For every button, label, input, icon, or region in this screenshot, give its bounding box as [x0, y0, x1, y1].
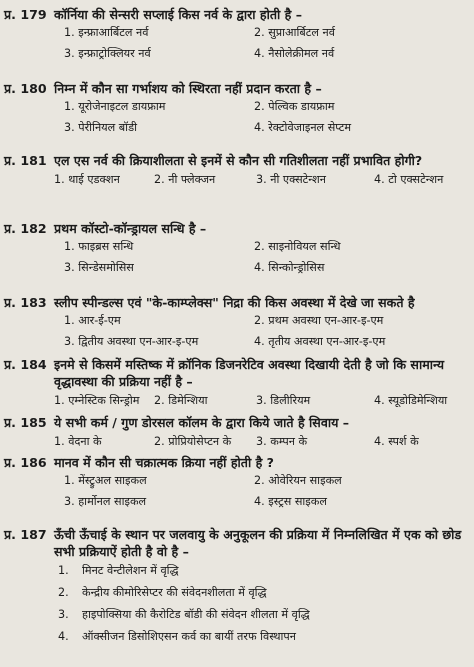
- question-text: ये सभी कर्म / गुण डोरसल कॉलम के द्वारा किये जाते है सिवाय –: [54, 415, 350, 430]
- option-1: 1. वेदना के: [54, 435, 102, 448]
- options: [4, 23, 468, 65]
- option-4: 4. नैसोलेक्रीमल नर्व: [254, 47, 335, 60]
- question-number: प्र. 181: [4, 153, 47, 168]
- option-4: 4. स्यूडोडिमेन्शिया: [374, 394, 448, 407]
- option-3: 3. पेरीनियल बॉडी: [64, 121, 137, 134]
- question-number: प्र. 187: [4, 527, 47, 542]
- option-number: 2.: [58, 586, 69, 599]
- option-text: मिनट वेन्टीलेशन में वृद्धि: [82, 564, 179, 577]
- question-text: स्लीप स्पीन्डल्स एवं "के-काम्प्लेक्स" निद्रा की किस अवस्था में देखे जा सकते है: [54, 295, 415, 310]
- question-number: प्र. 184: [4, 357, 47, 372]
- option-text: केन्द्रीय कीमोरिसेप्टर की संवेदनशीलता में वृद्धि: [82, 586, 267, 599]
- question-180: [4, 80, 468, 139]
- option-2: 2. पेल्विक डायफ्राम: [254, 100, 335, 113]
- option-2: 2. ओवेरियन साइकल: [254, 474, 342, 487]
- option-4: 4. रेक्टोवेजाइनल सेप्टम: [254, 121, 352, 134]
- option-1: [58, 560, 468, 582]
- question-number: प्र. 185: [4, 415, 47, 430]
- option-2: 2. सुप्राआर्बिटल नर्व: [254, 26, 335, 39]
- option-3: 3. सिन्डेसमोसिस: [64, 261, 134, 274]
- option-2: [58, 582, 468, 604]
- question-text: एल एस नर्व की क्रियाशीलता से इनमें से कौन सी गतिशीलता नहीं प्रभावित होगी?: [54, 153, 423, 168]
- question-number: प्र. 179: [4, 7, 47, 22]
- option-1: 1. यूरोजेनाइटल डायफ्राम: [64, 100, 166, 113]
- option-1: 1. इन्फ्राआर्बिटल नर्व: [64, 26, 149, 39]
- options: [58, 560, 468, 648]
- option-3: 3. नी एक्सटेन्शन: [256, 173, 326, 186]
- options: [4, 169, 468, 191]
- option-number: 1.: [58, 564, 69, 577]
- question-text: इनमे से किसमें मस्तिष्क में क्रॉनिक डिजनरेटिव अवस्था दिखायी देती है जो कि सामान्य वृद्धावस्था की प्रक्रिया नहीं है –: [54, 357, 445, 389]
- question-185: [4, 414, 468, 453]
- option-2: 2. प्रथम अवस्था एन-आर-इ-एम: [254, 314, 384, 327]
- option-text: ऑक्सीजन डिसोशिएसन कर्व का बायीं तरफ विस्थापन: [82, 630, 296, 643]
- option-3: 3. हार्मोनल साइकल: [64, 495, 147, 508]
- option-3: 3. द्वितीय अवस्था एन-आर-इ-एम: [64, 335, 199, 348]
- options: [4, 431, 468, 453]
- options: [4, 237, 468, 279]
- question-number: प्र. 180: [4, 81, 47, 96]
- question-182: [4, 220, 468, 279]
- question-text: ऊँची ऊँचाई के स्थान पर जलवायु के अनुकूलन की प्रक्रिया में निम्नलिखित में एक को छोड सभी प्रक्रियाऐं होती है वो है –: [54, 527, 462, 559]
- options: [4, 390, 468, 412]
- option-1: 1. मेंस्ट्रुअल साइकल: [64, 474, 147, 487]
- question-number: प्र. 182: [4, 221, 47, 236]
- option-1: 1. थाई एडक्शन: [54, 173, 120, 186]
- question-number: प्र. 183: [4, 295, 47, 310]
- option-number: 3.: [58, 608, 69, 621]
- question-183: [4, 294, 468, 353]
- question-number: प्र. 186: [4, 455, 47, 470]
- option-1: 1. फाइब्रस सन्धि: [64, 240, 134, 253]
- options: [4, 97, 468, 139]
- question-text: कॉर्निया की सेन्सरी सप्लाई किस नर्व के द्वारा होती है –: [54, 7, 303, 22]
- option-4: 4. सिन्कोन्ड्रोसिस: [254, 261, 325, 274]
- question-186: [4, 454, 468, 513]
- option-4: 4. स्पर्श के: [374, 435, 419, 448]
- option-3: 3. इन्फ्राट्रोक्लियर नर्व: [64, 47, 151, 60]
- question-text: मानव में कौन सी चक्रात्मक क्रिया नहीं होती है ?: [54, 455, 274, 470]
- option-1: 1. एम्नेस्टिक सिन्ड्रोम: [54, 394, 140, 407]
- option-3: 3. डिलीरियम: [256, 394, 311, 407]
- option-2: 2. नी फ्लेक्जन: [154, 173, 216, 186]
- option-4: 4. तृतीय अवस्था एन-आर-इ-एम: [254, 335, 386, 348]
- option-number: 4.: [58, 630, 69, 643]
- option-text: हाइपोक्सिया की कैरोटिड बॉडी की संवेदन शीलता में वृद्धि: [82, 608, 310, 621]
- option-2: 2. डिमेन्शिया: [154, 394, 208, 407]
- question-187: [4, 526, 468, 648]
- option-3: 3. कम्पन के: [256, 435, 308, 448]
- option-3: [58, 604, 468, 626]
- question-text: निम्न में कौन सा गर्भाशय को स्थिरता नहीं प्रदान करता है –: [54, 81, 322, 96]
- options: [4, 471, 468, 513]
- option-2: 2. साइनोवियल सन्धि: [254, 240, 341, 253]
- question-181: [4, 152, 468, 191]
- option-1: 1. आर-ई-एम: [64, 314, 121, 327]
- question-184: [4, 356, 468, 412]
- option-4: [58, 626, 468, 648]
- question-179: [4, 6, 468, 65]
- option-2: 2. प्रोप्रियोसेप्टन के: [154, 435, 232, 448]
- options: [4, 311, 468, 353]
- option-4: 4. टो एक्सटेन्शन: [374, 173, 444, 186]
- option-4: 4. इस्ट्रस साइकल: [254, 495, 327, 508]
- question-text: प्रथम कॉस्टो-कॉन्ड्रायल सन्धि है –: [54, 221, 207, 236]
